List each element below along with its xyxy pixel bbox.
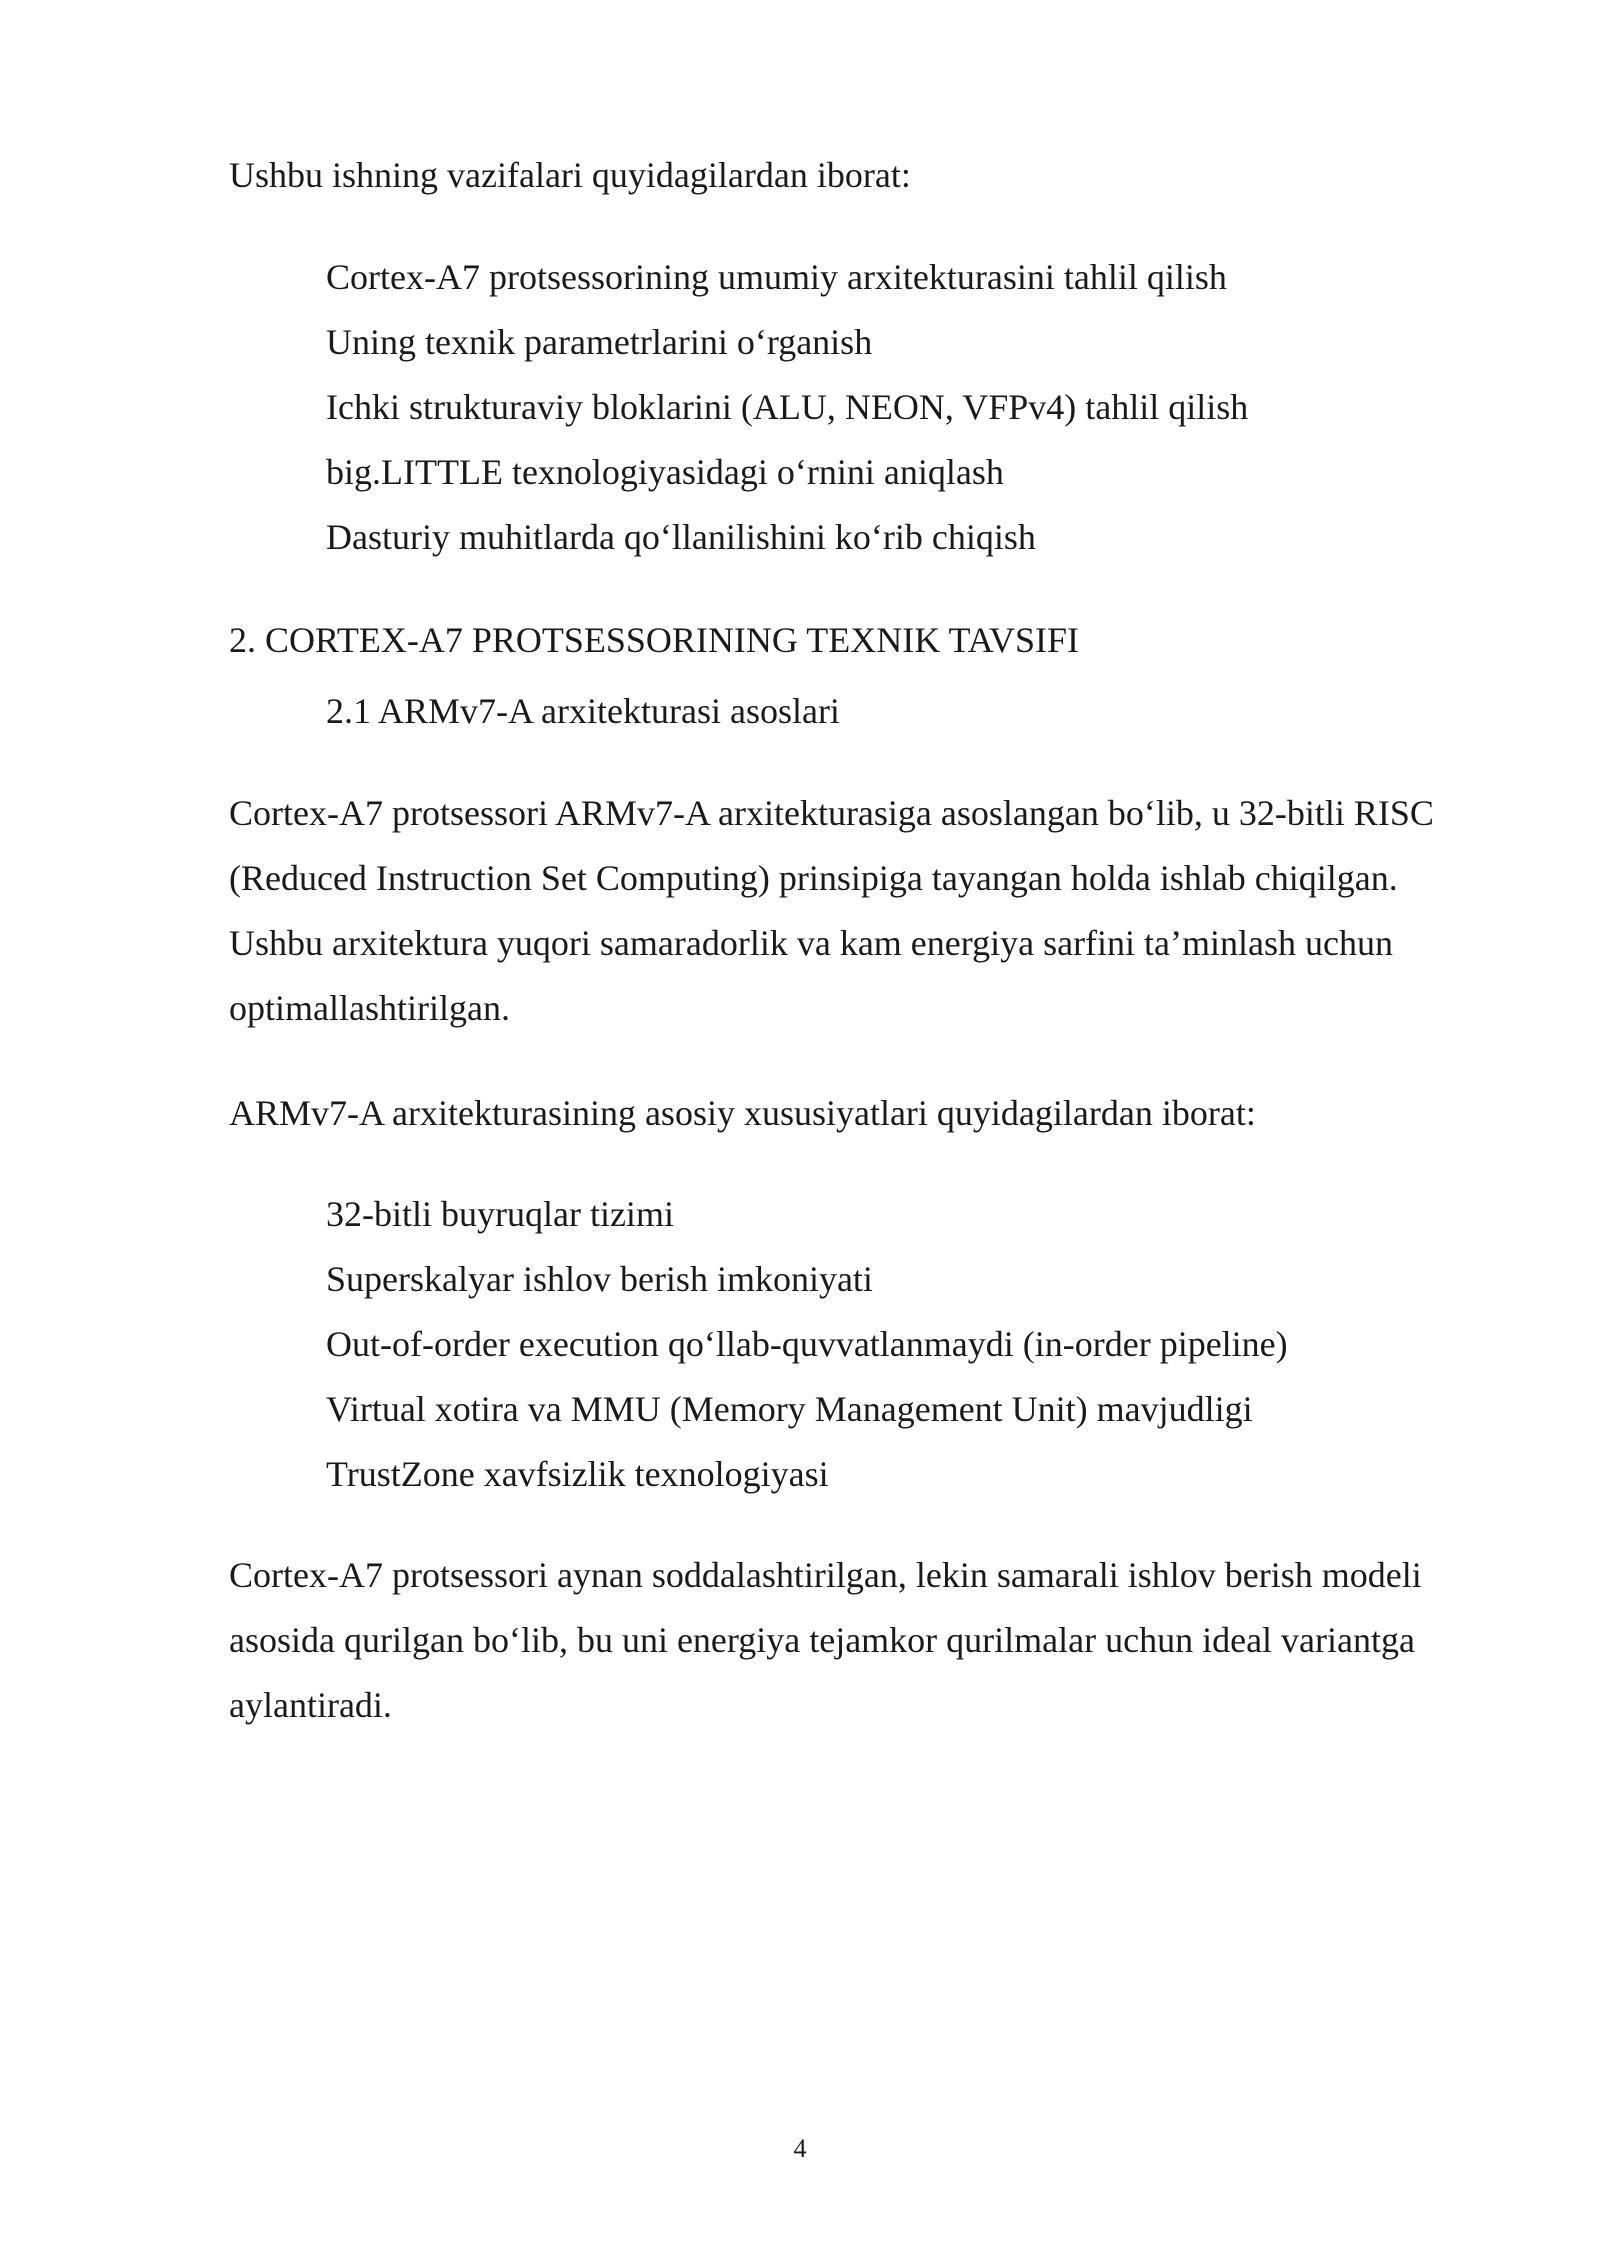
paragraph-line: (Reduced Instruction Set Computing) prinsipiga tayangan holda ishlab chiqilgan.	[229, 858, 1398, 898]
intro-text: Ushbu ishning vazifalari quyidagilardan iborat:	[229, 155, 911, 195]
list-item: Superskalyar ishlov berish imkoniyati	[326, 1259, 873, 1299]
paragraph-line: Cortex-A7 protsessori aynan soddalashtirilgan, lekin samarali ishlov berish modeli	[229, 1555, 1422, 1595]
page-number: 4	[793, 2134, 807, 2163]
list-item: Virtual xotira va MMU (Memory Management Unit) mavjudligi	[326, 1389, 1253, 1429]
paragraph-line: Ushbu arxitektura yuqori samaradorlik va kam energiya sarfini ta’minlash uchun	[229, 923, 1393, 963]
features-intro-text: ARMv7-A arxitekturasining asosiy xususiyatlari quyidagilardan iborat:	[229, 1093, 1256, 1133]
paragraph-line: asosida qurilgan bo‘lib, bu uni energiya tejamkor qurilmalar uchun ideal variantga	[229, 1620, 1415, 1660]
list-item: Out-of-order execution qo‘llab-quvvatlanmaydi (in-order pipeline)	[326, 1324, 1288, 1364]
paragraph-architecture	[229, 781, 1509, 1041]
list-item: 32-bitli buyruqlar tizimi	[326, 1194, 674, 1234]
list-item: Cortex-A7 protsessorining umumiy arxitekturasini tahlil qilish	[326, 257, 1227, 297]
paragraph-line: optimallashtirilgan.	[229, 988, 510, 1028]
list-item: Dasturiy muhitlarda qo‘llanilishini ko‘rib chiqish	[326, 517, 1036, 557]
list-item: TrustZone xavfsizlik texnologiyasi	[326, 1454, 829, 1494]
tasks-list	[326, 245, 1248, 570]
subsection-heading: 2.1 ARMv7-A arxitekturasi asoslari	[326, 691, 840, 731]
list-item: Ichki strukturaviy bloklarini (ALU, NEON, VFPv4) tahlil qilish	[326, 387, 1249, 427]
list-item: big.LITTLE texnologiyasidagi o‘rnini aniqlash	[326, 452, 1004, 492]
paragraph-line: Cortex-A7 protsessori ARMv7-A arxitekturasiga asoslangan bo‘lib, u 32-bitli RISC	[229, 793, 1434, 833]
list-item: Uning texnik parametrlarini o‘rganish	[326, 322, 873, 362]
paragraph-conclusion	[229, 1543, 1509, 1738]
paragraph-line: aylantiradi.	[229, 1685, 392, 1725]
features-list	[326, 1182, 1288, 1507]
section-heading: 2. CORTEX-A7 PROTSESSORINING TEXNIK TAVSIFI	[229, 620, 1080, 660]
